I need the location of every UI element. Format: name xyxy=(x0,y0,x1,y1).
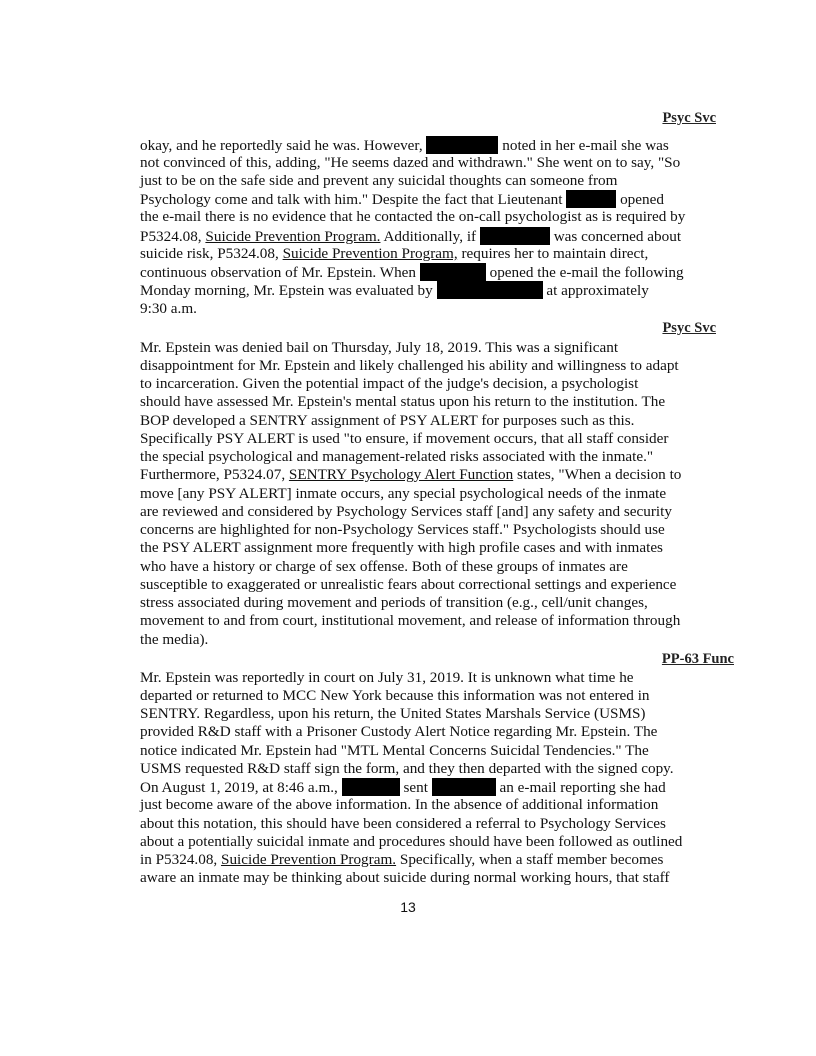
text-segment: On August 1, 2019, at 8:46 a.m., xyxy=(140,779,338,796)
text-line: just become aware of the above information. In the absence of additional information xyxy=(140,796,659,813)
text-line: the media). xyxy=(140,631,209,648)
text-segment: Furthermore, P5324.07, xyxy=(140,466,286,483)
redaction-box xyxy=(480,227,550,245)
text-line: Mr. Epstein was denied bail on Thursday, July 18, 2019. This was a significant xyxy=(140,339,619,356)
text-segment: opened the e-mail the following xyxy=(489,264,684,281)
text-segment: at approximately xyxy=(546,282,649,299)
text-segment: an e-mail reporting she had xyxy=(499,779,666,796)
text-line: about this notation, this should have been considered a referral to Psychology Services xyxy=(140,815,666,832)
text-line: just to be on the safe side and prevent any suicidal thoughts can someone from xyxy=(140,172,618,189)
text-line: are reviewed and considered by Psychology Services staff [and] any safety and security xyxy=(140,503,672,520)
text-line xyxy=(140,778,666,796)
text-line: 9:30 a.m. xyxy=(140,300,197,317)
text-line: aware an inmate may be thinking about suicide during normal working hours, that staff xyxy=(140,869,670,886)
policy-title: Suicide Prevention Program, xyxy=(282,245,458,262)
redaction-box xyxy=(420,263,486,281)
text-line: not convinced of this, adding, "He seems dazed and withdrawn." She went on to say, "So xyxy=(140,154,681,171)
text-segment: was concerned about xyxy=(553,228,682,245)
text-line: SENTRY. Regardless, upon his return, the United States Marshals Service (USMS) xyxy=(140,705,646,722)
redaction-box xyxy=(342,778,400,796)
page-number: 13 xyxy=(400,899,416,915)
section-tag-psyc-svc: Psyc Svc xyxy=(662,320,716,336)
text-line: departed or returned to MCC New York because this information was not entered in xyxy=(140,687,650,704)
section-tag-psyc-svc: Psyc Svc xyxy=(662,110,716,126)
text-segment: Additionally, if xyxy=(383,228,477,245)
text-segment: Specifically, when a staff member becomes xyxy=(399,851,664,868)
text-segment: suicide risk, P5324.08, xyxy=(140,245,279,262)
section-tag-pp-63-func: PP-63 Func xyxy=(661,651,734,667)
text-segment: requires her to maintain direct, xyxy=(461,245,649,262)
text-line: who have a history or charge of sex offense. Both of these groups of inmates are xyxy=(140,558,628,575)
text-line: about a potentially suicidal inmate and procedures should have been followed as outlined xyxy=(140,833,683,850)
text-line xyxy=(140,136,669,154)
policy-title: SENTRY Psychology Alert Function xyxy=(288,466,514,483)
text-line: move [any PSY ALERT] inmate occurs, any special psychological needs of the inmate xyxy=(140,485,667,502)
text-line xyxy=(140,281,649,299)
text-line: movement to and from court, institutional movement, and release of information through xyxy=(140,612,681,629)
text-line: USMS requested R&D staff sign the form, and they then departed with the signed copy. xyxy=(140,760,674,777)
redaction-box xyxy=(426,136,498,154)
text-line: stress associated during movement and periods of transition (e.g., cell/unit changes, xyxy=(140,594,648,611)
text-line: susceptible to exaggerated or unrealistic fears about correctional settings and experience xyxy=(140,576,677,593)
text-line: the special psychological and management-related risks associated with the inmate." xyxy=(140,448,654,465)
text-line: provided R&D staff with a Prisoner Custody Alert Notice regarding Mr. Epstein. The xyxy=(140,723,658,740)
text-line xyxy=(140,466,681,484)
redaction-box xyxy=(437,281,543,299)
redaction-box xyxy=(432,778,496,796)
policy-title: Suicide Prevention Program. xyxy=(205,228,381,245)
text-line: should have assessed Mr. Epstein's mental status upon his return to the institution. The xyxy=(140,393,666,410)
text-segment: sent xyxy=(403,779,428,796)
text-line: BOP developed a SENTRY assignment of PSY ALERT for purposes such as this. xyxy=(140,412,635,429)
text-line: disappointment for Mr. Epstein and likely challenged his ability and willingness to adapt xyxy=(140,357,679,374)
redaction-box xyxy=(566,190,616,208)
text-segment: opened xyxy=(620,191,664,208)
text-line: the e-mail there is no evidence that he contacted the on-call psychologist as is required by xyxy=(140,208,686,225)
text-line xyxy=(140,190,664,208)
text-line: Mr. Epstein was reportedly in court on July 31, 2019. It is unknown what time he xyxy=(140,669,634,686)
text-segment: noted in her e-mail she was xyxy=(502,137,669,154)
text-line: the PSY ALERT assignment more frequently with high profile cases and with inmates xyxy=(140,539,663,556)
text-line: to incarceration. Given the potential impact of the judge's decision, a psychologist xyxy=(140,375,639,392)
text-line xyxy=(140,227,681,245)
text-line xyxy=(140,245,648,263)
text-segment: okay, and he reportedly said he was. However, xyxy=(140,137,423,154)
policy-title: Suicide Prevention Program. xyxy=(221,851,397,868)
text-line: concerns are highlighted for non-Psychology Services staff." Psychologists should use xyxy=(140,521,665,538)
text-segment: continuous observation of Mr. Epstein. When xyxy=(140,264,417,281)
text-segment: in P5324.08, xyxy=(140,851,218,868)
text-line: Specifically PSY ALERT is used "to ensure, if movement occurs, that all staff consider xyxy=(140,430,669,447)
text-line xyxy=(140,263,684,281)
text-segment: Monday morning, Mr. Epstein was evaluated by xyxy=(140,282,433,299)
text-segment: states, "When a decision to xyxy=(517,466,682,483)
text-line: notice indicated Mr. Epstein had "MTL Mental Concerns Suicidal Tendencies." The xyxy=(140,742,649,759)
text-segment: Psychology come and talk with him." Despite the fact that Lieutenant xyxy=(140,191,563,208)
text-segment: P5324.08, xyxy=(140,228,202,245)
text-line xyxy=(140,851,663,869)
